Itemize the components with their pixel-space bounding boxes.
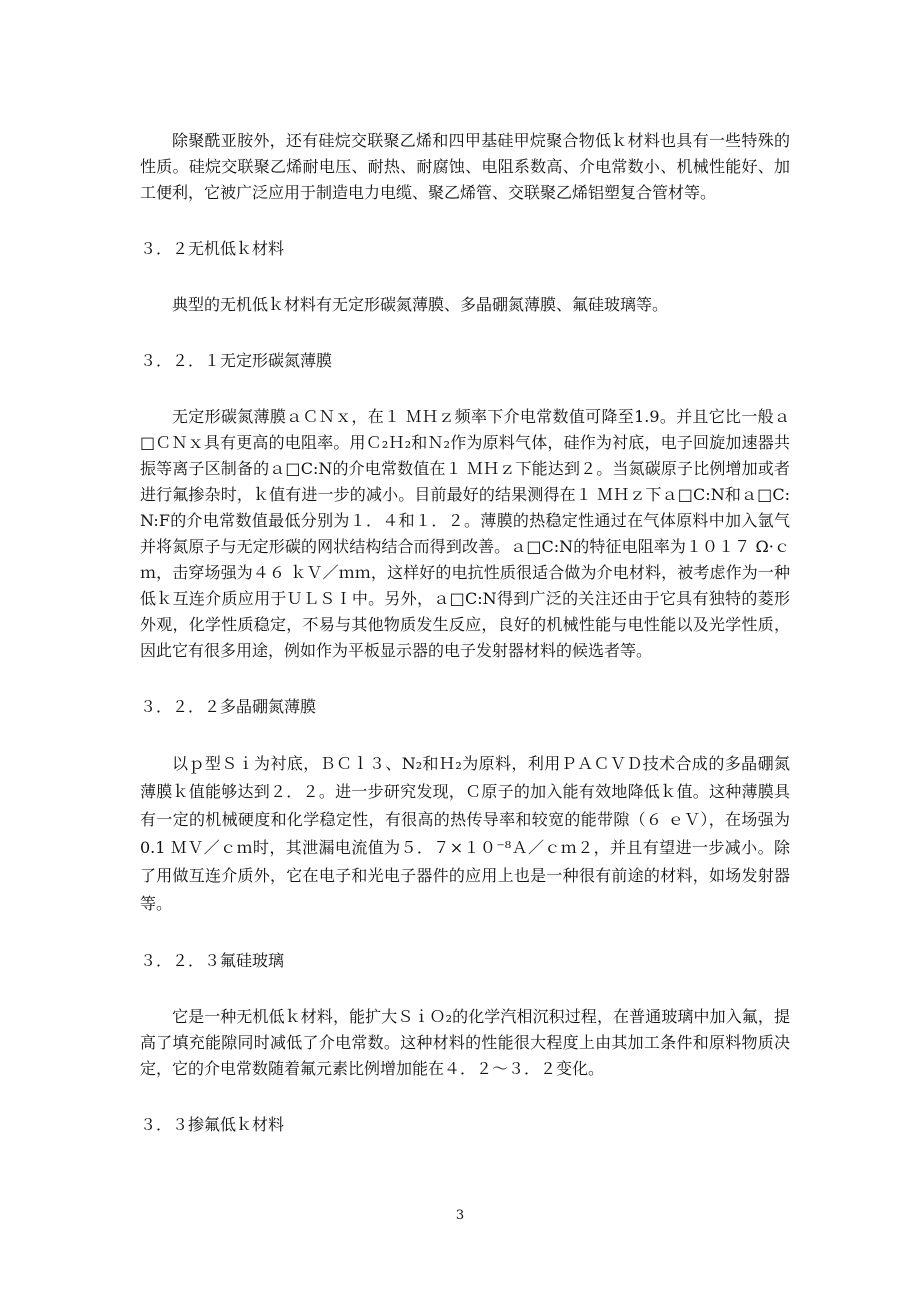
document-body [140,128,790,1168]
paragraph-fluorosilicate-glass: 它是一种无机低ｋ材料，能扩大ＳｉＯ₂的化学汽相沉积过程，在普通玻璃中加入氟，提高了填充能隙同时减低了介电常数。这种材料的性能很大程度上由其加工条件和原料物质决定，它的介电常数随着氟元素比例增加能在４．２～３．２变化。 [140,1007,790,1078]
section-heading-3-2-2: ３．２．２多晶硼氮薄膜 [140,697,317,716]
page-number: 3 [455,1208,465,1223]
section-heading-3-2-3: ３．２．３氟硅玻璃 [140,951,285,970]
paragraph-inorganic-intro: 典型的无机低ｋ材料有无定形碳氮薄膜、多晶硼氮薄膜、氟硅玻璃等。 [172,295,669,314]
paragraph-amorphous-carbon-nitride: 无定形碳氮薄膜ａＣＮｘ，在１ ＭＨｚ频率下介电常数值可降至1.9。并且它比一般ａ□ＣＮｘ具有更高的电阻率。用Ｃ₂Ｈ₂和Ｎ₂作为原料气体，硅作为衬底，电子回旋加速器共振等离子区制备的ａ□C:N的介电常数值在１ ＭＨｚ下能达到２。当氮碳原子比例增加或者进行氟掺杂时，ｋ值有进一步的减小。目前最好的结果测得在１ ＭＨｚ下ａ□C:N和ａ□C:N:F的介电常数值最低分别为１．４和１．２。薄膜的热稳定性通过在气体原料中加入氩气并将氮原子与无定形碳的网状结构结合而得到改善。ａ□C:N的特征电阻率为１０１７ Ω·ｃｍ，击穿场强为４６ ｋＶ／ｍｍ，这样好的电抗性质很适合做为介电材料，被考虑作为一种低ｋ互连介质应用于ＵＬＳＩ中。另外，ａ□C:N得到广泛的关注还由于它具有独特的菱形外观，化学性质稳定，不易与其他物质发生反应，良好的机械性能与电性能以及光学性质，因此它有很多用途，例如作为平板显示器的电子发射器材料的候选者等。 [140,407,790,660]
section-heading-3-2-1: ３．２．１无定形碳氮薄膜 [140,351,333,370]
section-heading-3-3: ３．３掺氟低ｋ材料 [140,1115,285,1134]
section-heading-3-2: ３．２无机低ｋ材料 [140,239,285,258]
paragraph-polyimide-alternatives: 除聚酰亚胺外，还有硅烷交联聚乙烯和四甲基硅甲烷聚合物低ｋ材料也具有一些特殊的性质。硅烷交联聚乙烯耐电压、耐热、耐腐蚀、电阻系数高、介电常数小、机械性能好、加工便利，它被广泛应用于制造电力电缆、聚乙烯管、交联聚乙烯铝塑复合管材等。 [140,131,790,202]
paragraph-boron-nitride: 以ｐ型Ｓｉ为衬底，ＢＣｌ３、N₂和Ｈ₂为原料，利用ＰＡＣＶＤ技术合成的多晶硼氮薄膜ｋ值能够达到２．２。进一步研究发现，Ｃ原子的加入能有效地降低ｋ值。这种薄膜具有一定的机械硬度和化学稳定性，有很高的热传导率和较宽的能带隙（６ ｅＶ），在场强为0.1 ＭＶ／ｃｍ时，其泄漏电流值为５．７×１０⁻⁸Ａ／ｃｍ２，并且有望进一步减小。除了用做互连介质外，它在电子和光电子器件的应用上也是一种很有前途的材料，如场发射器等。 [140,754,790,913]
